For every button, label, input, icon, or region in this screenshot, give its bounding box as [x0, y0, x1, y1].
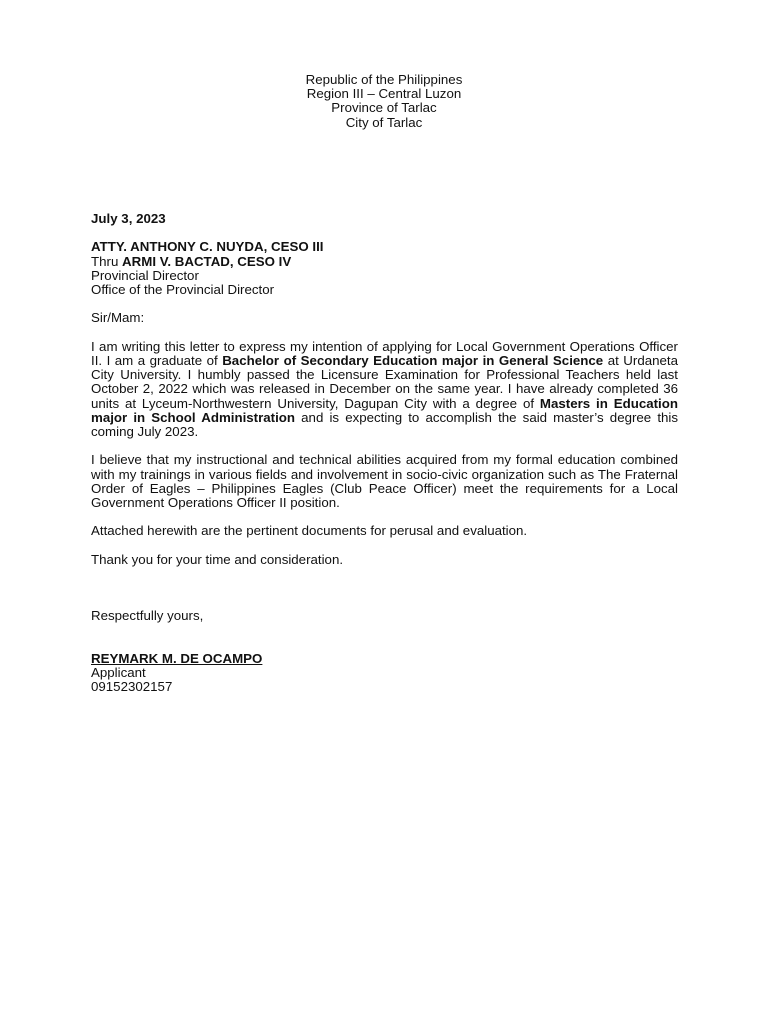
paragraph-abilities-text: I believe that my instructional and technical abilities acquired from my formal education combined with my trainings in various fields and involvement in socio-civic organization such as The Fraternal Order of Eagles – Philippines Eagles (Club Peace Officer) meet the requirements for a Local Government Operations Officer II position.: [91, 452, 678, 510]
signature-block: [91, 652, 678, 695]
letter-body: [91, 212, 678, 695]
letterhead-line-1: Republic of the Philippines: [305, 72, 463, 87]
letterhead-line-4: City of Tarlac: [345, 114, 423, 130]
salutation: Sir/Mam:: [91, 310, 145, 326]
letterhead-line-2: Region III – Central Luzon: [306, 86, 462, 102]
degree-masters: Masters in Education major in School Administration: [91, 395, 678, 425]
letterhead: [0, 73, 768, 130]
paragraph-intent-text-2: at Urdaneta City University. I humbly passed the Licensure Examination for Professional Teachers held last October 2, 2022 which was released in December on the same year. I have already completed 36 units at Lyceum-Northwestern University, Dagupan City with a degree of: [91, 352, 678, 411]
thru-prefix: Thru: [91, 253, 123, 269]
thru-name: ARMI V. BACTAD, CESO IV: [122, 253, 292, 269]
signatory-name: REYMARK M. DE OCAMPO: [91, 651, 263, 667]
paragraph-thanks: Thank you for your time and consideration.: [91, 551, 344, 567]
paragraph-intent-text-1: I am writing this letter to express my intention of applying for Local Government Operations Officer II. I am a graduate of: [91, 338, 678, 368]
closing: Respectfully yours,: [91, 608, 204, 624]
paragraph-abilities: [91, 453, 678, 510]
recipient-office: Office of the Provincial Director: [91, 281, 275, 297]
paragraph-attachments: Attached herewith are the pertinent documents for perusal and evaluation.: [91, 523, 528, 539]
paragraph-intent-text-3: and is expecting to accomplish the said master’s degree this coming July 2023.: [91, 409, 679, 439]
recipient-title: Provincial Director: [91, 267, 199, 283]
signatory-phone: 09152302157: [91, 679, 173, 695]
letterhead-line-3: Province of Tarlac: [331, 100, 437, 116]
recipient-block: [91, 240, 678, 297]
recipient-thru: [91, 255, 678, 269]
signatory-role: Applicant: [91, 665, 146, 681]
degree-bachelor: Bachelor of Secondary Education major in General Science: [222, 352, 604, 368]
recipient-name: ATTY. ANTHONY C. NUYDA, CESO III: [91, 239, 324, 255]
paragraph-intent: [91, 340, 678, 439]
letter-date: July 3, 2023: [91, 211, 166, 226]
